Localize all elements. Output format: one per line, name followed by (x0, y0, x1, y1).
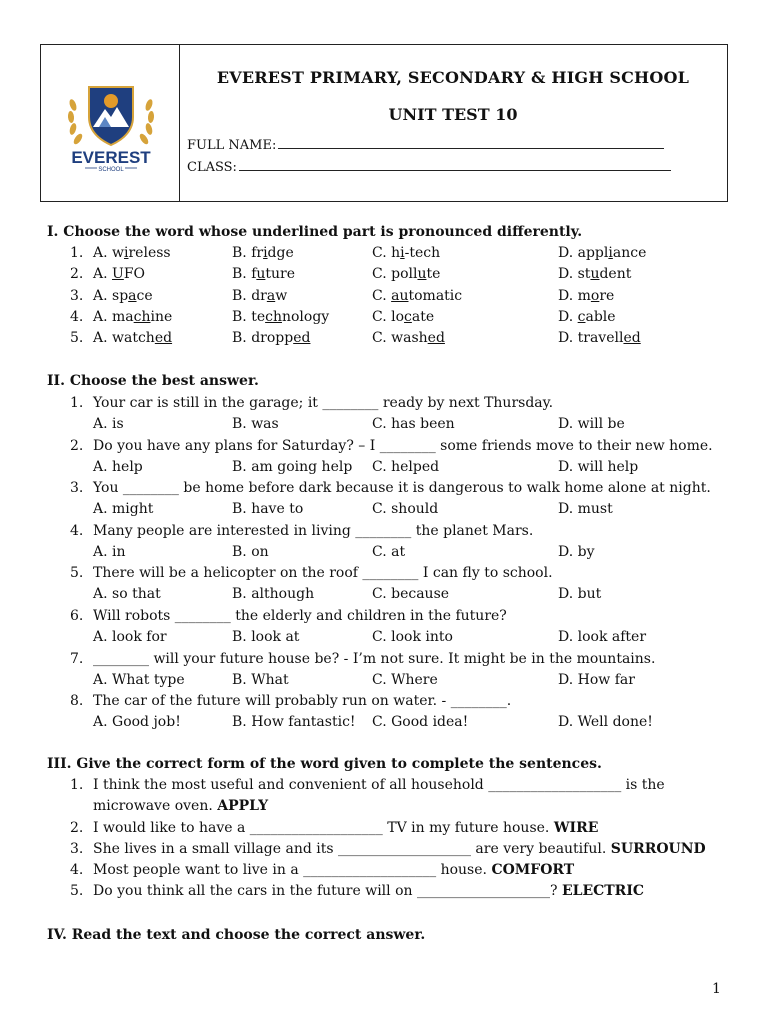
underlined-part: au (391, 287, 409, 304)
option-d[interactable]: D. will help (558, 458, 639, 475)
question-row (0, 245, 768, 265)
word-given: SURROUND (610, 841, 706, 857)
section-1-title: I. Choose the word whose underlined part is pronounced differently. (47, 224, 583, 240)
underlined-part: U (112, 266, 124, 283)
question-stem: Will robots ________ the elderly and children in the future? (93, 608, 507, 624)
option-b[interactable]: B. look at (232, 629, 300, 645)
option-c[interactable]: C. helped (372, 458, 440, 475)
options-row (0, 501, 768, 521)
full-name-blank[interactable] (278, 138, 664, 149)
option-b[interactable]: B. fridge (232, 245, 294, 261)
underlined-part: ed (293, 330, 311, 347)
option-d[interactable]: D. cable (558, 308, 616, 325)
question-row (0, 309, 768, 329)
question-row (0, 395, 768, 415)
section-2-title: II. Choose the best answer. (47, 373, 259, 389)
question-number: 2. (70, 437, 84, 454)
option-c[interactable]: C. because (372, 586, 450, 603)
option-a[interactable]: A. Good job! (93, 714, 181, 731)
full-name-label: FULL NAME: (187, 138, 277, 153)
question-row (0, 820, 768, 840)
question-number: 7. (70, 650, 84, 667)
option-a[interactable]: A. look for (93, 629, 167, 645)
option-b[interactable]: B. How fantastic! (232, 714, 356, 731)
option-d[interactable]: D. must (558, 501, 613, 518)
question-row (0, 438, 768, 458)
underlined-part: a (128, 287, 137, 304)
question-stem: Most people want to live in a ___________________ house. COMFORT (93, 862, 575, 878)
question-number: 1. (70, 777, 84, 793)
logo-sub: SCHOOL (98, 167, 124, 173)
school-logo (61, 75, 161, 175)
option-c[interactable]: C. should (372, 501, 439, 518)
question-number: 4. (70, 522, 84, 539)
question-row (0, 651, 768, 671)
underlined-part: i (400, 245, 405, 261)
question-stem: Your car is still in the garage; it ________ ready by next Thursday. (93, 395, 554, 411)
option-b[interactable]: B. have to (232, 501, 304, 518)
option-c[interactable]: C. look into (372, 629, 453, 645)
question-row (0, 523, 768, 543)
question-stem: I think the most useful and convenient of all household ___________________ is the (93, 777, 665, 793)
option-b[interactable]: B. was (232, 416, 279, 432)
option-a[interactable]: A. machine (93, 308, 173, 325)
underlined-part: ch (265, 308, 282, 325)
option-d[interactable]: D. but (558, 586, 602, 603)
option-d[interactable]: D. more (558, 287, 615, 304)
option-d[interactable]: D. Well done! (558, 714, 653, 731)
question-stem: I would like to have a ___________________ TV in my future house. WIRE (93, 820, 599, 836)
option-a[interactable]: A. help (93, 458, 143, 475)
option-a[interactable]: A. so that (93, 586, 161, 603)
question-stem: You ________ be home before dark because it is dangerous to walk home alone at night. (93, 480, 711, 497)
option-d[interactable]: D. by (558, 543, 595, 560)
word-given: ELECTRIC (561, 883, 645, 899)
option-d[interactable]: D. appliance (558, 245, 647, 261)
logo-word: EVEREST (71, 148, 151, 167)
question-number: 4. (70, 308, 84, 325)
class-label: CLASS: (187, 160, 237, 175)
header-box (40, 44, 728, 202)
question-row (0, 330, 768, 350)
options-row (0, 672, 768, 692)
option-a[interactable]: A. watched (93, 330, 173, 347)
question-row-continued (0, 798, 768, 818)
options-row (0, 586, 768, 606)
question-row (0, 480, 768, 500)
question-row (0, 862, 768, 882)
option-a[interactable]: A. is (93, 416, 124, 432)
question-stem-continued: microwave oven. APPLY (93, 798, 269, 814)
question-number: 1. (70, 395, 84, 411)
question-stem: Do you think all the cars in the future will on ___________________? ELECTRIC (93, 883, 645, 899)
underlined-part: ed (427, 330, 445, 347)
question-row (0, 883, 768, 903)
underlined-part: c (404, 308, 412, 325)
question-number: 3. (70, 841, 84, 857)
question-number: 5. (70, 883, 84, 899)
option-a[interactable]: A. space (93, 287, 153, 304)
option-b[interactable]: B. What (232, 671, 289, 688)
options-row (0, 416, 768, 436)
option-c[interactable]: C. washed (372, 330, 445, 347)
question-row (0, 777, 768, 797)
option-a[interactable]: A. What type (93, 671, 185, 688)
underlined-part: o (590, 287, 600, 304)
question-stem: Many people are interested in living ________ the planet Mars. (93, 522, 534, 539)
question-row (0, 841, 768, 861)
underlined-part: u (417, 266, 427, 283)
option-d[interactable]: D. student (558, 266, 632, 283)
question-number: 5. (70, 565, 84, 582)
question-number: 1. (70, 245, 84, 261)
option-c[interactable]: C. hi-tech (372, 245, 441, 261)
underlined-part: u (590, 266, 600, 283)
option-b[interactable]: B. am going help (232, 458, 353, 475)
question-stem: ________ will your future house be? - I’m not sure. It might be in the mountains. (93, 650, 656, 667)
option-b[interactable]: B. technology (232, 308, 330, 325)
full-name-field[interactable] (187, 138, 664, 153)
page-number: 1 (712, 981, 721, 997)
option-a[interactable]: A. wireless (93, 245, 171, 261)
question-stem: Do you have any plans for Saturday? – I ________ some friends move to their new home. (93, 437, 713, 454)
underlined-part: ed (154, 330, 173, 347)
question-number: 2. (70, 266, 84, 283)
underlined-part: ed (623, 330, 641, 347)
options-row (0, 459, 768, 479)
option-b[interactable]: B. draw (232, 287, 288, 304)
section-3-title: III. Give the correct form of the word given to complete the sentences. (47, 756, 602, 772)
logo-cell (41, 45, 180, 201)
underlined-part: i (263, 245, 268, 261)
underlined-part: u (256, 266, 266, 283)
question-row (0, 565, 768, 585)
question-number: 3. (70, 480, 84, 497)
question-row (0, 266, 768, 286)
underlined-part: i (608, 245, 613, 261)
option-c[interactable]: C. has been (372, 416, 455, 432)
question-row (0, 693, 768, 713)
question-stem: There will be a helicopter on the roof ________ I can fly to school. (93, 565, 553, 582)
word-given: COMFORT (491, 862, 575, 878)
option-b[interactable]: B. future (232, 266, 296, 283)
word-given: APPLY (217, 798, 269, 814)
option-d[interactable]: D. will be (558, 416, 625, 432)
class-field[interactable] (187, 160, 671, 175)
question-number: 3. (70, 287, 84, 304)
underlined-part: i (124, 245, 129, 261)
word-given: WIRE (553, 820, 599, 836)
option-c[interactable]: C. Where (372, 671, 438, 688)
option-d[interactable]: D. look after (558, 629, 647, 645)
question-number: 8. (70, 693, 84, 710)
option-b[interactable]: B. on (232, 543, 269, 560)
option-a[interactable]: A. UFO (93, 266, 146, 283)
option-c[interactable]: C. at (372, 543, 406, 560)
underlined-part: c (577, 308, 586, 325)
question-stem: She lives in a small village and its ___________________ are very beautiful. SURROUND (93, 841, 706, 857)
class-blank[interactable] (239, 160, 671, 171)
options-row (0, 629, 768, 649)
question-number: 6. (70, 608, 84, 624)
question-stem: The car of the future will probably run on water. - ________. (93, 693, 512, 710)
option-a[interactable]: A. in (93, 543, 126, 560)
option-b[interactable]: B. although (232, 586, 315, 603)
option-c[interactable]: C. pollute (372, 266, 441, 283)
option-c[interactable]: C. Good idea! (372, 714, 469, 731)
option-d[interactable]: D. How far (558, 671, 635, 688)
option-d[interactable]: D. travelled (558, 330, 641, 347)
question-row (0, 608, 768, 628)
underlined-part: ch (133, 308, 151, 325)
option-b[interactable]: B. dropped (232, 330, 311, 347)
options-row (0, 714, 768, 734)
option-c[interactable]: C. automatic (372, 287, 463, 304)
option-a[interactable]: A. might (93, 501, 154, 518)
question-row (0, 288, 768, 308)
test-title: UNIT TEST 10 (388, 105, 518, 124)
underlined-part: a (266, 287, 276, 304)
option-c[interactable]: C. locate (372, 308, 435, 325)
question-number: 5. (70, 330, 84, 347)
question-number: 4. (70, 862, 84, 878)
options-row (0, 544, 768, 564)
question-number: 2. (70, 820, 84, 836)
section-4-title: IV. Read the text and choose the correct answer. (47, 927, 426, 943)
school-name: EVEREST PRIMARY, SECONDARY & HIGH SCHOOL (216, 68, 690, 87)
